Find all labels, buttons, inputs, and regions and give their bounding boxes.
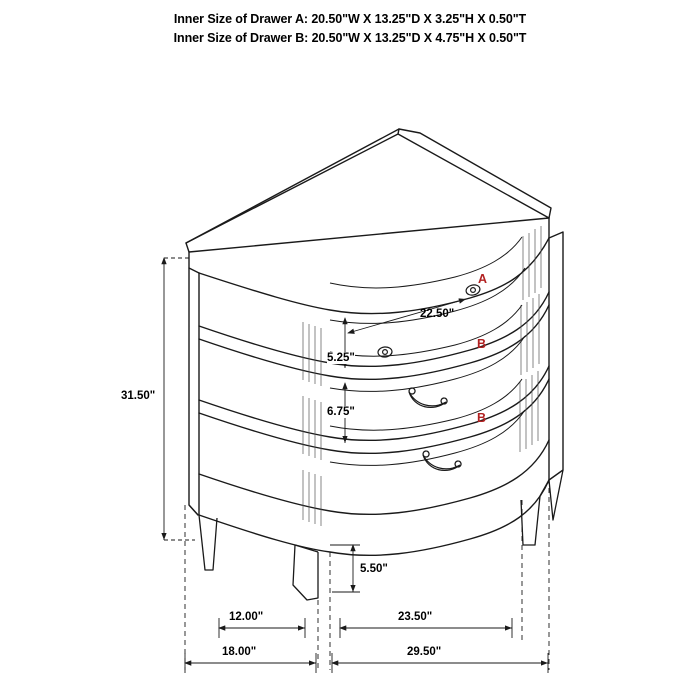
dimension-lines: [164, 258, 549, 673]
callout-drawer-b-upper: B: [477, 337, 487, 351]
dim-drawer-b-height: 6.75": [327, 406, 355, 418]
callout-drawer-a: A: [478, 272, 488, 286]
callout-drawer-b-lower: B: [477, 411, 487, 425]
dim-drawer-a-height: 5.25": [327, 352, 355, 364]
drawer-a-spec-text: Inner Size of Drawer A: 20.50"W X 13.25"D X 3.25"H X 0.50"T: [173, 12, 527, 26]
dim-width-total: 29.50": [407, 646, 442, 658]
dim-depth-total: 18.00": [222, 646, 257, 658]
dim-width-front: 23.50": [398, 611, 433, 623]
dim-total-height: 31.50": [121, 390, 156, 402]
dim-depth-front: 12.00": [229, 611, 264, 623]
dim-leg-height: 5.50": [360, 563, 388, 575]
pilaster-decor: [303, 226, 541, 526]
dim-drawer-width: 22.50": [420, 308, 455, 320]
drawer-fronts: [330, 237, 525, 465]
cabinet-body: [186, 129, 563, 555]
drawer-b-spec-text: Inner Size of Drawer B: 20.50"W X 13.25"D X 4.75"H X 0.50"T: [173, 31, 527, 45]
